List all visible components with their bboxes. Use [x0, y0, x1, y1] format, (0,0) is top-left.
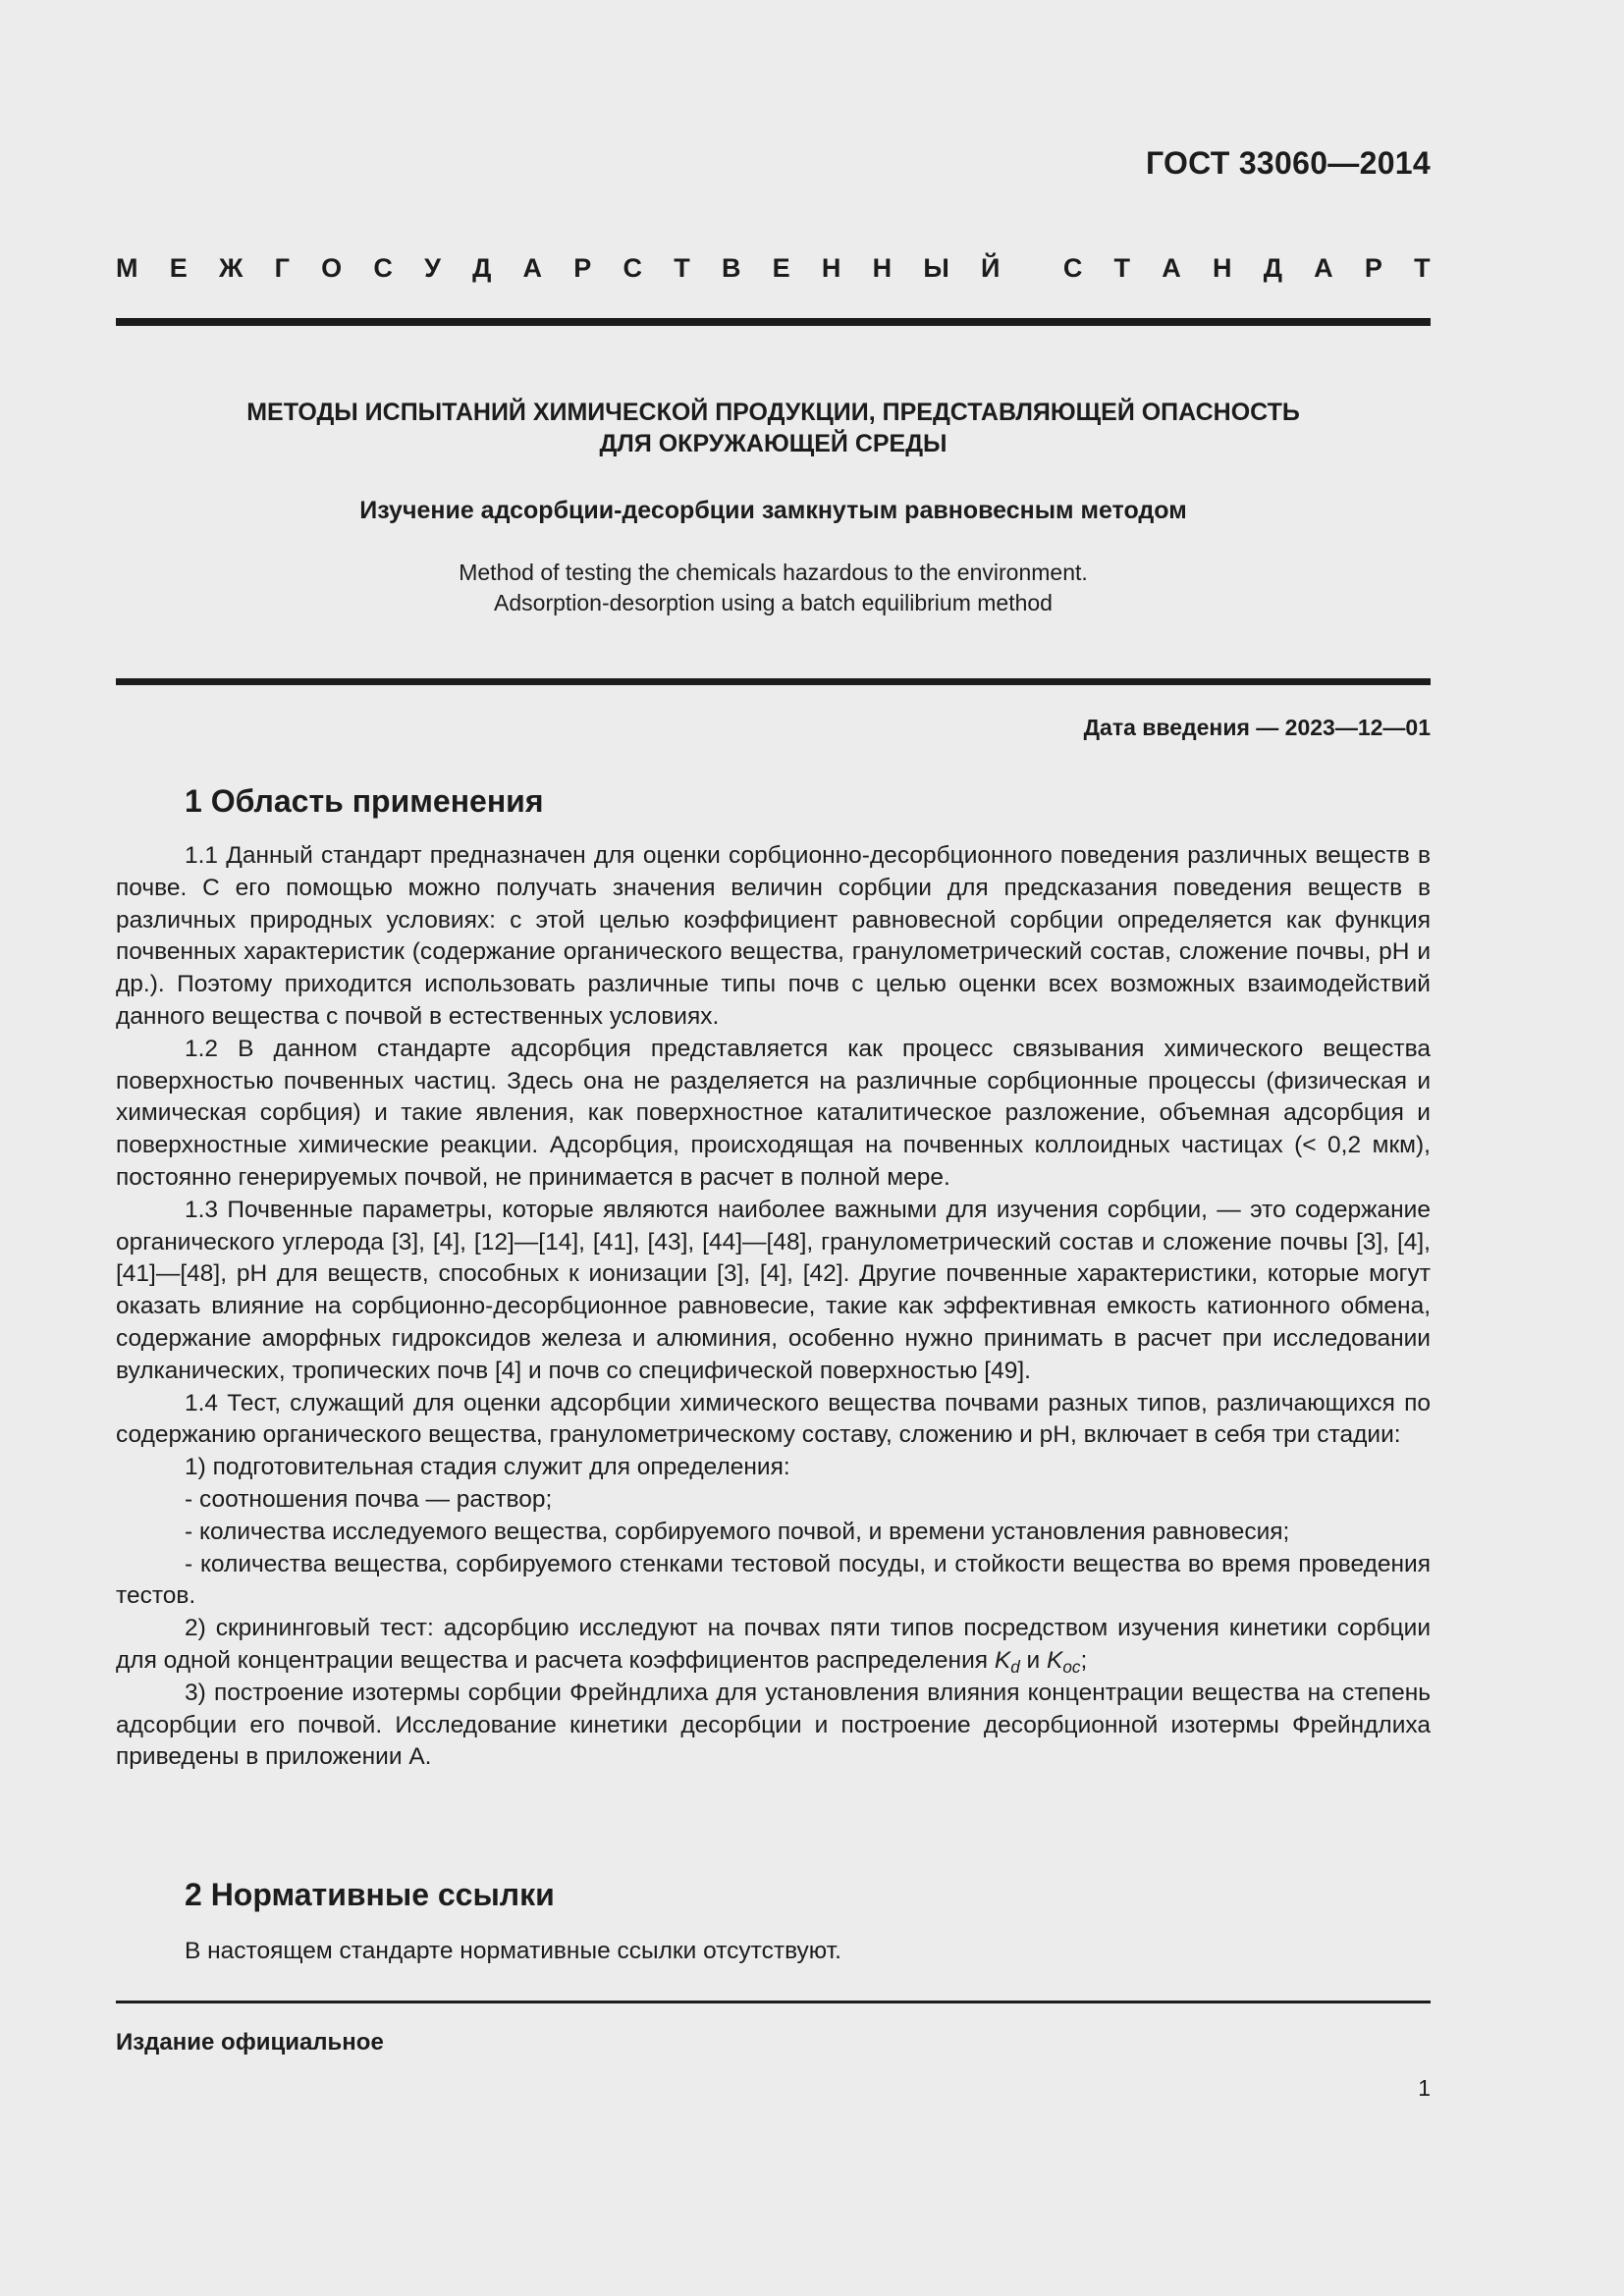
standard-type-letter: С [623, 253, 642, 283]
standard-type-letter: Д [472, 253, 492, 283]
standard-type-letter: В [721, 253, 741, 283]
standard-type-letter: Е [772, 253, 790, 283]
standard-type-letter: Р [1364, 253, 1382, 283]
standard-type-letter: Н [1212, 253, 1232, 283]
standard-type-letter: Й [980, 253, 1001, 283]
page-number: 1 [1418, 2075, 1431, 2101]
edition-label: Издание официальное [116, 2029, 384, 2056]
standard-type-letter: Н [821, 253, 841, 283]
paragraph: 1.2 В данном стандарте адсорбция представляется как процесс связывания химического вещества поверхностью почвенных частиц. Здесь она не разделяется на различные сорбционные процессы (физическая и химическая сорбция) и такие явления, как поверхностное каталитическое разложение, объемная адсорбция и поверхностные химические реакции. Адсорбция, происходящая на почвенных коллоидных частицах (< 0,2 мкм), постоянно генерируемых почвой, не принимается в расчет в полной мере. [116, 1035, 1431, 1191]
document-title-english-line: Method of testing the chemicals hazardous to the environment. [459, 560, 1088, 585]
kd-symbol-subscript: d [1010, 1657, 1020, 1678]
standard-type-letter: Е [169, 253, 188, 283]
paragraph: 1.1 Данный стандарт предназначен для оценки сорбционно-десорбционного поведения различных веществ в почве. С его помощью можно получать значения величин сорбции для предсказания поведения веществ в различных природных условиях: с этой целью коэффициент равновесной сорбции определяется как функция почвенных характеристик (содержание органического вещества, гранулометрический состав, сложение почвы, pH и др.). Поэтому приходится использовать различные типы почв с целью оценки всех возможных взаимодействий данного вещества с почвой в естественных условиях. [116, 842, 1431, 1030]
standard-type-letter: Г [274, 253, 290, 283]
section-body [116, 840, 1431, 1774]
standard-type-heading [116, 253, 1431, 284]
standard-type-letter: Ы [923, 253, 949, 283]
kd-symbol [994, 1646, 1020, 1678]
list-item: - количества вещества, сорбируемого стенками тестовой посуды, и стойкости вещества во время проведения тестов. [116, 1550, 1431, 1610]
standard-type-letter: Н [872, 253, 893, 283]
footer-divider [116, 2001, 1431, 2003]
standard-type-letter: Т [1113, 253, 1131, 283]
standard-type-letter: А [522, 253, 543, 283]
list-item [116, 1613, 1431, 1678]
title-divider [116, 678, 1431, 685]
standard-type-letter: Т [674, 253, 690, 283]
header-divider [116, 318, 1431, 326]
paragraph: 1.4 Тест, служащий для оценки адсорбции химического вещества почвами разных типов, различающихся по содержанию органического вещества, гранулометрическому составу, сложению и pH, включает в себя три стадии: [116, 1389, 1431, 1449]
koc-symbol [1047, 1646, 1081, 1678]
standard-type-letter: Т [1414, 253, 1431, 283]
standard-type-letter: С [373, 253, 393, 283]
standard-type-letter: М [116, 253, 138, 283]
section-heading: 2 Нормативные ссылки [185, 1877, 555, 1912]
list-item-text: 2) скрининговый тест: адсорбцию исследуют на почвах пяти типов посредством изучения кинетики сорбции для одной концентрации вещества и расчета коэффициентов распределения [116, 1615, 1431, 1674]
document-title-english [116, 558, 1431, 618]
standard-type-letter: О [321, 253, 343, 283]
standard-type-letter: Р [573, 253, 592, 283]
document-title [116, 397, 1431, 459]
kd-symbol-base: K [994, 1646, 1011, 1674]
standard-type-letter: У [424, 253, 441, 283]
document-title-line: ДЛЯ ОКРУЖАЮЩЕЙ СРЕДЫ [599, 430, 947, 457]
conjunction: и [1026, 1646, 1041, 1674]
list-item: 3) построение изотермы сорбции Фрейндлиха для установления влияния концентрации вещества на степень адсорбции его почвой. Исследование кинетики десорбции и построение десорбционной изотермы Фрейндлиха приведены в приложении А. [116, 1679, 1431, 1771]
standard-type-letter: Ж [218, 253, 244, 283]
koc-symbol-subscript: oc [1062, 1657, 1081, 1678]
section-heading: 1 Область применения [185, 783, 544, 819]
standard-type-letter: Д [1263, 253, 1282, 283]
list-item-end: ; [1080, 1646, 1088, 1674]
document-subtitle: Изучение адсорбции-десорбции замкнутым равновесным методом [359, 497, 1187, 524]
standard-type-letter: А [1314, 253, 1333, 283]
standard-type-letter: С [1062, 253, 1083, 283]
list-item: 1) подготовительная стадия служит для определения: [185, 1454, 790, 1481]
normative-references-text: В настоящем стандарте нормативные ссылки отсутствуют. [185, 1938, 841, 1964]
standard-type-letter: А [1162, 253, 1181, 283]
paragraph: 1.3 Почвенные параметры, которые являются наиболее важными для изучения сорбции, — это содержание органического углерода [3], [4], [12]—[14], [41], [43], [44]—[48], гранулометрический состав и сложение почвы [3], [4], [41]—[48], pH для веществ, способных к ионизации [3], [4], [42]. Другие почвенные характеристики, которые могут оказать влияние на сорбционно-десорбционное равновесие, такие как эффективная емкость катионного обмена, содержание аморфных гидроксидов железа и алюминия, особенно нужно принимать в расчет при исследовании вулканических, тропических почв [4] и почв со специфической поверхностью [49]. [116, 1196, 1431, 1384]
introduction-date: Дата введения — 2023—12—01 [1083, 715, 1431, 740]
list-item: - соотношения почва — раствор; [185, 1485, 553, 1513]
gost-number: ГОСТ 33060—2014 [1145, 145, 1431, 181]
document-title-english-line: Adsorption-desorption using a batch equilibrium method [494, 590, 1053, 615]
document-page [116, 0, 1431, 2296]
list-item: - количества исследуемого вещества, сорбируемого почвой, и времени установления равновесия; [185, 1518, 1290, 1545]
document-title-line: МЕТОДЫ ИСПЫТАНИЙ ХИМИЧЕСКОЙ ПРОДУКЦИИ, ПРЕДСТАВЛЯЮЩЕЙ ОПАСНОСТЬ [246, 399, 1300, 426]
koc-symbol-base: K [1047, 1646, 1063, 1674]
